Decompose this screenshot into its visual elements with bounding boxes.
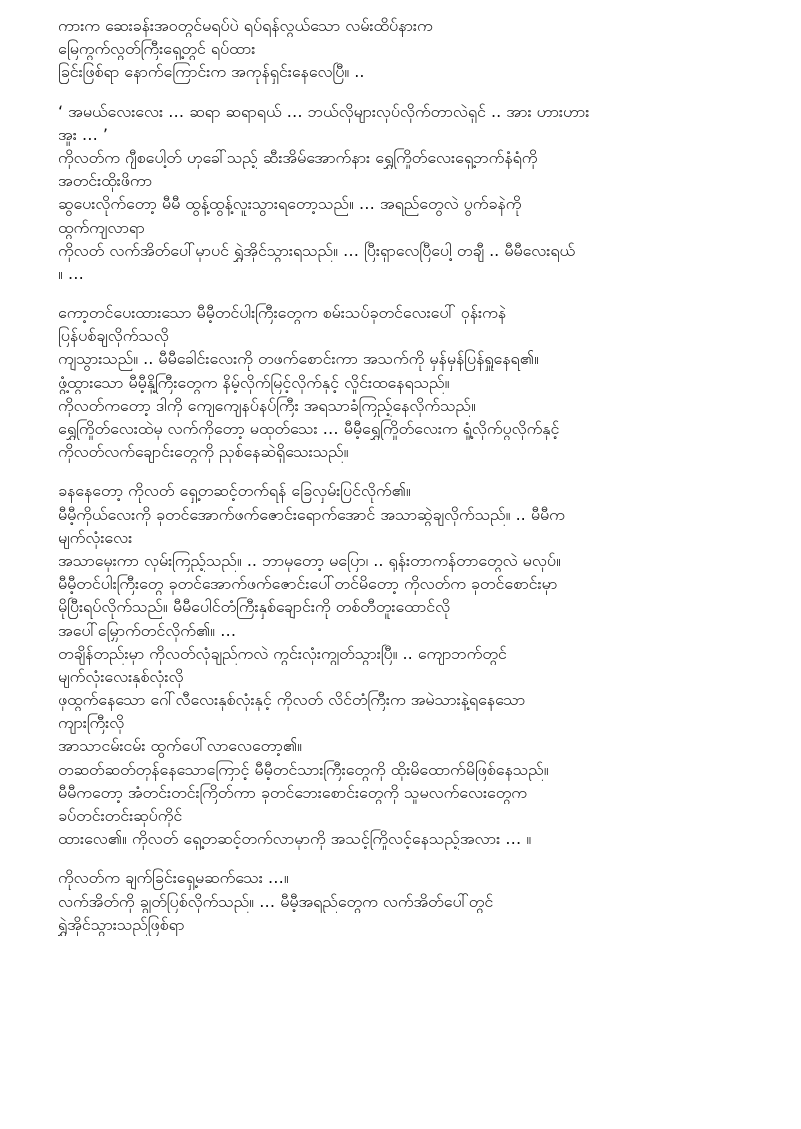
text-line: ဆွပေးလိုက်တော့ မီမီ ထွန့်ထွန့်လူးသွားရတော့သည်။ … အရည်တွေလဲ ပွက်ခနဲကို [58, 194, 522, 214]
text-line: ကော့တင်ပေးထားသော မီမီ့တင်ပါးကြီးတွေက စမ်းသပ်ခုတင်လေးပေါ် ဝုန်းကနဲ [58, 303, 507, 323]
text-line: ခနနေတော့ ကိုလတ် ရှေ့တဆင့်တက်ရန် ခြေလှမ်းပြင်လိုက်၏။ [58, 481, 411, 501]
paragraph [58, 14, 748, 84]
text-line: လက်အိတ်ကို ချွတ်ပြစ်လိုက်သည်။ … မီမီ့အရည်တွေက လက်အိတ်ပေါ်တွင် [58, 891, 494, 911]
text-line: ရွှေကြိုတ်လေးထဲမှ လက်ကိုတော့ မထုတ်သေး … မီမီ့ရွှေကြိုတ်လေးက ရှုံ့လိုက်ပွလိုက်နှင့် [58, 419, 560, 438]
text-line: အပေါ်မြှောက်တင်လိုက်၏။ … [58, 620, 237, 640]
text-line: မျက်လုံးလေး [58, 527, 133, 547]
text-line: ကိုလတ်ကတော့ ဒါကို ကျေကျေနပ်နပ်ကြီး အရသာခံကြည့်နေလိုက်သည်။ [58, 395, 476, 415]
text-line: ကိုလတ်က ချက်ခြင်းရှေ့မဆက်သေး …။ [58, 868, 289, 888]
document-page [58, 14, 748, 952]
text-line: ရွှဲအိုင်သွားသည်ဖြစ်ရာ [58, 914, 185, 934]
text-line: ပြန်ပစ်ချလိုက်သလို [58, 326, 169, 346]
text-line: အသာမှေးကာ လှမ်းကြည့်သည်။ .. ဘာမှတော့ မပြော၊ .. ရုန်းတာကန်တာတွေလဲ မလုပ်။ [58, 550, 561, 570]
text-line: ခပ်တင်းတင်းဆုပ်ကိုင် [58, 806, 183, 825]
text-line: အတင်းထိုးဖိကာ [58, 171, 153, 191]
text-line: ထွက်ကျလာရာ [58, 217, 145, 237]
text-line: ကျသွားသည်။ .. မီမီခေါင်းလေးကို တဖက်စောင်းကာ အသက်ကို မှန်မှန်ပြန်ရှူနေရ၏။ [58, 349, 539, 369]
text-line: မီမီ့ကိုယ်လေးကို ခုတင်အောက်ဖက်ဇောင်းရောက်အောင် အသာဆွဲချလိုက်သည်။ .. မီမီက [58, 504, 565, 524]
text-line: ။ … [58, 263, 84, 283]
text-line: ခြင်းဖြစ်ရာ နောက်ကြောင်းက အကုန်ရှင်းနေလေပြီ။ .. [58, 62, 365, 82]
text-line: ‘ အမယ်လေးလေး … ဆရာ ဆရာရယ် … ဘယ်လိုများလုပ်လိုက်တာလဲရှင် .. အား ဟားဟား [58, 101, 590, 121]
paragraph [58, 479, 748, 850]
text-line: မြေကွက်လွတ်ကြီးရှေ့တွင် ရပ်ထား [58, 39, 256, 59]
text-line: ဖွံ့ထွားသော မီမီ့နို့ကြီးတွေက နိမ့်လိုက်မြင့်လိုက်နှင့် လှိုင်းထနေရသည်။ [58, 372, 450, 392]
text-line: ကိုလတ်က ဂျီစပေါ့တ် ဟုခေါ်သည့် ဆီးအိမ်အောက်နား ရွှေကြိုတ်လေးရှေ့ဘက်နံရံကို [58, 147, 538, 167]
text-line: ထားလေ၏။ ကိုလတ် ရှေ့တဆင့်တက်လာမှာကို အသင့်ကြိုလင့်နေသည့်အလား … ။ [58, 829, 532, 849]
text-line: မီမီ့တင်ပါးကြီးတွေ ခုတင်အောက်ဖက်ဇောင်းပေါ်တင်မိတော့ ကိုလတ်က ခုတင်စောင်းမှာ [58, 574, 558, 594]
text-line: မိုပြီးရပ်လိုက်သည်။ မီမီပေါင်တံကြီးနှစ်ချောင်းကို တစ်တီတူးထောင်လို [58, 597, 451, 617]
text-line: အာသာငမ်းငမ်း ထွက်ပေါ်လာလေတော့၏။ [58, 736, 302, 756]
text-line: အူး … ’ [58, 124, 109, 144]
text-line: ကျားကြီးလို [58, 713, 125, 733]
text-line: တချိန်တည်းမှာ ကိုလတ်လုံချည်ကလဲ ကွင်းလုံးကျွတ်သွားပြီ။ .. ကျောဘက်တွင် [58, 643, 507, 663]
text-line: မျက်လုံးလေးနှစ်လုံးလို [58, 666, 184, 686]
text-line: မီမီကတော့ အံတင်းတင်းကြိတ်ကာ ခုတင်ဘေးစောင်းတွေကို သူမလက်လေးတွေက [58, 782, 527, 802]
text-line: ကားက ဆေးခန်းအဝတွင်မရပ်ပဲ ရပ်ရန်လွယ်သော လမ်းထိပ်နားက [58, 16, 433, 35]
body-text [58, 14, 748, 936]
paragraph [58, 866, 748, 936]
text-line: တဆတ်ဆတ်တုန်နေသောကြောင့် မီမီ့တင်သားကြီးတွေကို ထိုးမိထောက်မိဖြစ်နေသည်။ [58, 759, 549, 779]
text-line: ဖုထွက်နေသော ဂေါ်လီလေးနှစ်လုံးနှင့် ကိုလတ် လိင်တံကြီးက အမဲသားနဲ့ရနေသော [58, 690, 526, 710]
text-line: ကိုလတ်လက်ချောင်းတွေကို ညှစ်နေဆဲရှိသေးသည်။ [58, 442, 349, 462]
paragraph [58, 100, 748, 286]
text-line: ကိုလတ် လက်အိတ်ပေါ်မှာပင် ရွှဲအိုင်သွားရသည်။ … ပြီးရှာလေပြီပေါ့ တချီ .. မီမီလေးရယ် [58, 240, 576, 260]
paragraph [58, 301, 748, 463]
